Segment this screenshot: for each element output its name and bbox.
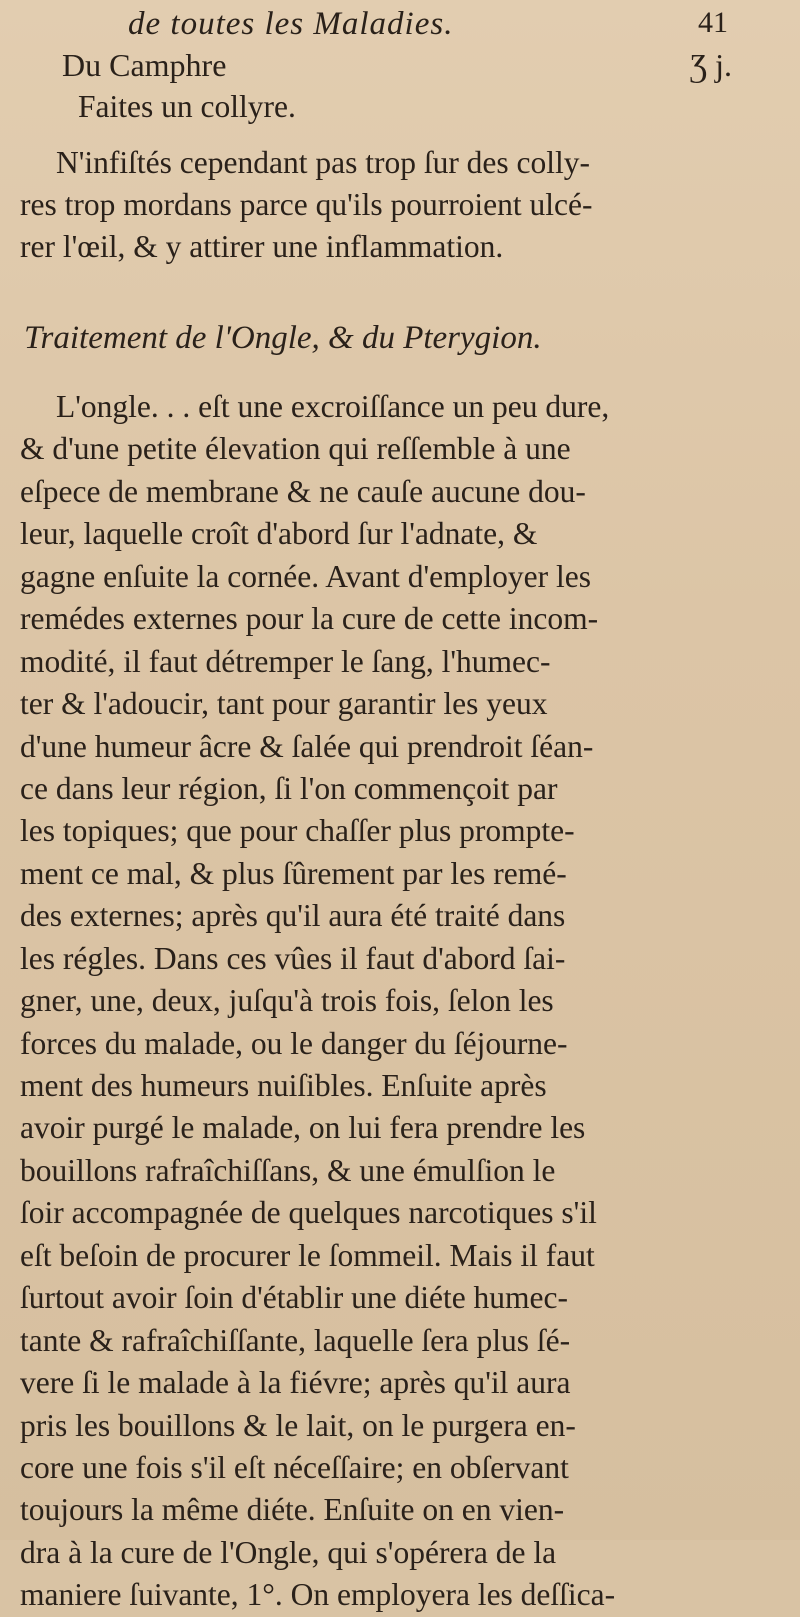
intro-line: rer l'œil, & y attirer une inflammation. xyxy=(20,229,504,264)
body-line: ter & l'adoucir, tant pour garantir les yeux xyxy=(20,686,548,722)
body-line: core une fois s'il eſt néceſſaire; en obſervant xyxy=(20,1449,569,1485)
body-line: vere ſi le malade à la fiévre; après qu'il aura xyxy=(20,1365,571,1401)
body-text xyxy=(20,386,740,1617)
body-line: forces du malade, ou le danger du ſéjourne- xyxy=(20,1025,568,1061)
body-line: les topiques; que pour chaſſer plus prompte- xyxy=(20,813,575,849)
body-line: gner, une, deux, juſqu'à trois fois, ſelon les xyxy=(20,983,554,1019)
ingredient-name: Du Camphre xyxy=(62,47,227,83)
body-line: ment ce mal, & plus ſûrement par les remé- xyxy=(20,855,567,891)
section-heading: Traitement de l'Ongle, & du Pterygion. xyxy=(24,320,542,356)
intro-line: Faites un collyre. xyxy=(78,89,296,124)
body-line: bouillons rafraîchiſſans, & une émulſion le xyxy=(20,1152,556,1188)
body-line: ſoir accompagnée de quelques narcotiques s'il xyxy=(20,1195,597,1231)
intro-line: N'infiſtés cependant pas trop ſur des colly- xyxy=(56,145,591,180)
ingredient-dose: Ʒ j. xyxy=(689,47,732,83)
running-head xyxy=(128,6,728,50)
body-line: des externes; après qu'il aura été traité dans xyxy=(20,898,566,934)
running-title: de toutes les Maladies. xyxy=(128,6,454,42)
body-line: modité, il faut détremper le ſang, l'humec- xyxy=(20,643,551,679)
body-line: tante & rafraîchiſſante, laquelle ſera plus ſé- xyxy=(20,1322,571,1358)
body-line: ſurtout avoir ſoin d'établir une diéte humec- xyxy=(20,1280,569,1316)
body-line: avoir purgé le malade, on lui fera prendre les xyxy=(20,1110,586,1146)
body-line: les régles. Dans ces vûes il faut d'abord ſai- xyxy=(20,940,566,976)
body-line: dra à la cure de l'Ongle, qui s'opérera de la xyxy=(20,1534,557,1570)
body-line: ce dans leur région, ſi l'on commençoit par xyxy=(20,770,558,806)
page-number: 41 xyxy=(698,6,728,39)
body-line: L'ongle. . . eſt une excroiſſance un peu dure, xyxy=(56,389,610,424)
body-line: gagne enſuite la cornée. Avant d'employer les xyxy=(20,558,591,594)
body-line: remédes externes pour la cure de cette incom- xyxy=(20,601,599,637)
body-line: d'une humeur âcre & ſalée qui prendroit ſéan- xyxy=(20,728,594,764)
body-line: eſt beſoin de procurer le ſommeil. Mais il faut xyxy=(20,1237,595,1273)
body-line: eſpece de membrane & ne cauſe aucune dou- xyxy=(20,473,586,509)
intro-line: res trop mordans parce qu'ils pourroient ulcé- xyxy=(20,187,593,222)
recipe-entry xyxy=(62,46,732,86)
body-line: leur, laquelle croît d'abord ſur l'adnate, & xyxy=(20,516,538,552)
body-line: maniere ſuivante, 1°. On employera les deſſica- xyxy=(20,1577,616,1613)
body-line: toujours la même diéte. Enſuite on en vien- xyxy=(20,1492,565,1528)
body-line: ment des humeurs nuiſibles. Enſuite après xyxy=(20,1068,547,1103)
body-line: & d'une petite élevation qui reſſemble à une xyxy=(20,431,571,467)
body-line: pris les bouillons & le lait, on le purgera en- xyxy=(20,1407,576,1443)
